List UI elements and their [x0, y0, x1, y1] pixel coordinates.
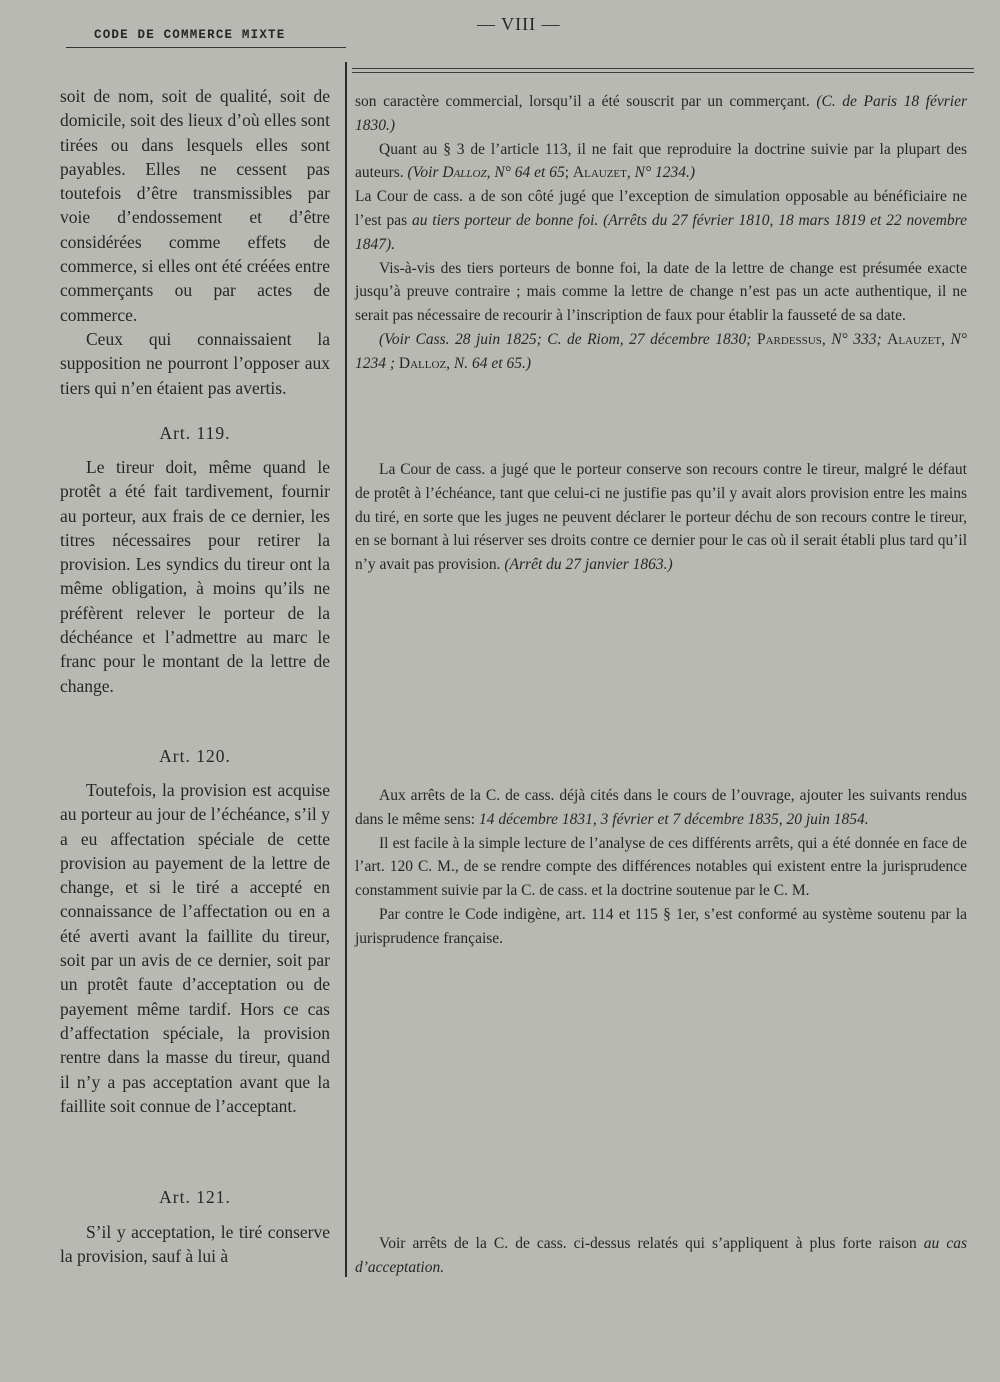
commentary-block-3	[355, 784, 967, 951]
commentary-1-paragraph-3: La Cour de cass. a de son côté jugé que l’exception de simulation opposable au bénéficiaire ne l’est pas au tiers porteur de bonne foi. (Arrêts du 27 février 1810, 18 mars 1819 et 22 novembre 1847).	[355, 188, 967, 253]
article-121-text: S’il y acceptation, le tiré conserve la provision, sauf à lui à	[60, 1222, 330, 1267]
article-121-heading: Art. 121.	[159, 1187, 231, 1207]
article-119-body	[60, 455, 330, 698]
article-119-text: Le tireur doit, même quand le protêt a été fait tardivement, fournir au porteur, aux frais de ce dernier, les titres nécessaires pour retirer la provision. Les syndics du tireur ont la même obligation, à moins qu’ils ne préfèrent relever le porteur de la déchéance et l’admettre au marc le franc pour le montant de la lettre de change.	[60, 457, 330, 696]
left-paragraph-1: soit de nom, soit de qualité, soit de domicile, soit des lieux d’où elles sont tirées ou dans lesquels elles sont payables. Elles ne cessent pas toutefois d’être transmissibles par voie d’endossement et d’être considérées comme effets de commerce, si elles ont été créées entre commerçants ou par actes de commerce.	[60, 86, 330, 325]
header-rule	[66, 47, 346, 48]
article-121-body	[60, 1220, 330, 1269]
commentary-3-paragraph-2: Il est facile à la simple lecture de l’analyse de ces différents arrêts, qui a été donnée en face de l’art. 120 C. M., de se rendre compte des différences notables qui existent entre la jurisprudence constamment suivie par la C. de cass. et la doctrine soutenue par le C. M.	[355, 834, 967, 900]
commentary-block-2	[355, 458, 967, 577]
commentary-2-paragraph: La Cour de cass. a jugé que le porteur conserve son recours contre le tireur, malgré le défaut de protêt à l’échéance, tant que celui-ci ne justifie pas qu’il y avait alors provision entre les mains du tiré, en sorte que les juges ne peuvent déclarer le porteur déchu de son recours contre le tireur, en se bornant à lui réserver ses droits contre ce dernier pour le cas où il serait établi plus tard qu’il n’y avait pas provision. (Arrêt du 27 janvier 1863.)	[355, 461, 967, 574]
left-paragraph-2: Ceux qui connaissaient la supposition ne pourront l’opposer aux tiers qui n’en étaient pas avertis.	[60, 328, 330, 398]
left-continued-text	[60, 84, 330, 400]
header-double-rule-bottom	[352, 72, 974, 73]
article-119-heading: Art. 119.	[159, 423, 231, 443]
commentary-4-paragraph: Voir arrêts de la C. de cass. ci-dessus relatés qui s’appliquent à plus forte raison au cas d’acceptation.	[355, 1235, 967, 1276]
commentary-3-paragraph-3: Par contre le Code indigène, art. 114 et 115 § 1er, s’est conformé au système soutenu par la jurisprudence française.	[355, 905, 967, 947]
commentary-1-paragraph-4: Vis-à-vis des tiers porteurs de bonne foi, la date de la lettre de change est présumée exacte jusqu’à preuve contraire ; mais comme la lettre de change n’est pas un acte authentique, il ne serait pas nécessaire de recourir à l’inscription de faux pour établir la fausseté de sa date.	[355, 259, 967, 325]
page-number: — VIII —	[477, 14, 561, 34]
running-title: CODE DE COMMERCE MIXTE	[94, 28, 286, 42]
header-double-rule-top	[352, 68, 974, 69]
commentary-3-paragraph-1: Aux arrêts de la C. de cass. déjà cités dans le cours de l’ouvrage, ajouter les suivants rendus dans le même sens: 14 décembre 1831, 3 février et 7 décembre 1835, 20 juin 1854.	[355, 787, 967, 828]
article-120-body	[60, 778, 330, 1118]
commentary-1-paragraph-5: (Voir Cass. 28 juin 1825; C. de Riom, 27 décembre 1830; Pardessus, N° 333; Alauzet, N° 1234 ; Dalloz, N. 64 et 65.)	[355, 330, 967, 372]
commentary-block-4	[355, 1232, 967, 1280]
article-120-text: Toutefois, la provision est acquise au porteur au jour de l’échéance, s’il y a eu affectation spéciale de cette provision au payement de la lettre de change, et si le tiré a accepté en connaissance de l’affectation ou en a été averti avant la faillite du tireur, soit par un avis de ce dernier, soit par un protêt faute d’acceptation ou de payement même tardif. Hors ce cas d’affectation spéciale, la provision rentre dans la masse du tireur, quand il n’y a pas acceptation avant que la faillite soit connue de l’acceptant.	[60, 780, 330, 1116]
article-120-heading: Art. 120.	[159, 746, 231, 766]
commentary-1-paragraph-2: Quant au § 3 de l’article 113, il ne fait que reproduire la doctrine suivie par la plupart des auteurs. (Voir Dalloz, N° 64 et 65; Alauzet, N° 1234.)	[355, 140, 967, 182]
commentary-1-paragraph-1: son caractère commercial, lorsqu’il a été souscrit par un commerçant. (C. de Paris 18 février 1830.)	[355, 93, 967, 134]
column-divider	[345, 62, 347, 1277]
commentary-block-1	[355, 90, 967, 376]
